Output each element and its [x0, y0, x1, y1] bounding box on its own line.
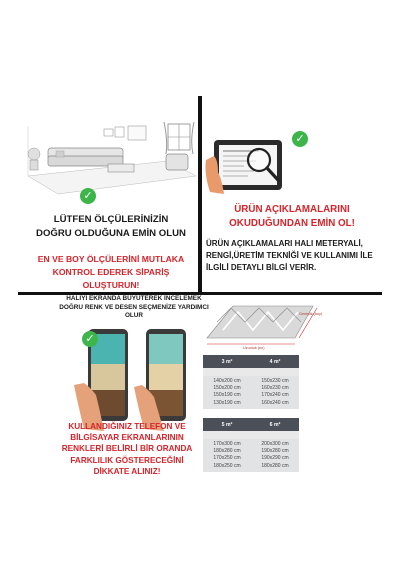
panel1-warning: EN VE BOY ÖLÇÜLERİNİ MUTLAKA KONTROL EDEREK SİPARİŞ OLUŞTURUN! [37, 254, 185, 290]
panel3-heading: HALIYI EKRANDA BÜYÜTEREK İNCELEMEK DOĞRU RENK VE DESEN SEÇMENİZE YARDIMCI OLUR [59, 295, 209, 320]
table-cell: 150x230 cm 160x230 cm 170x240 cm 160x240 cm [251, 376, 299, 409]
table-header: 4 m² [251, 355, 299, 368]
table-header: 5 m² [203, 418, 251, 431]
width-label: Genişlik (boy) [299, 312, 323, 316]
carpet-dimensions-illustration [203, 300, 327, 350]
table-cell: 140x200 cm 150x200 cm 150x190 cm 130x190 cm [203, 376, 251, 409]
table-cell: 170x300 cm 180x280 cm 170x250 cm 180x250 cm [203, 439, 251, 472]
check-icon: ✓ [292, 131, 308, 147]
panel-read-description [202, 96, 382, 292]
panel1-heading: LÜTFEN ÖLÇÜLERİNİZİN DOĞRU OLDUĞUNA EMİN OLUN [36, 214, 186, 239]
table-header: 3 m² [203, 355, 251, 368]
size-table-small [203, 355, 299, 409]
panel3-warning: KULLANDIĞINIZ TELEFON VE BİLGİSAYAR EKRANLARININ RENKLERİ BELİRLİ BİR ORANDA FARKLILIK GÖSTERECEĞİNİ DİKKATE ALINIZ! [61, 422, 193, 476]
tablet-magnifier-illustration [204, 100, 314, 196]
panel2-body: ÜRÜN AÇIKLAMALARI HALI METERYALİ, RENGİ,ÜRETİM TEKNİĞİ VE KULLANIMI İLE İLGİLİ DETAYLI BİLGİ VERİR. [206, 239, 373, 272]
size-table-large [203, 418, 299, 472]
table-header: 6 m² [251, 418, 299, 431]
panel2-heading: ÜRÜN AÇIKLAMALARINI OKUDUĞUNDAN EMİN OL! [229, 204, 355, 229]
check-icon: ✓ [82, 331, 98, 347]
living-room-illustration [18, 96, 198, 196]
panel-measure-room [18, 96, 198, 292]
table-cell: 200x300 cm 190x280 cm 190x290 cm 180x280 cm [251, 439, 299, 472]
check-icon: ✓ [80, 188, 96, 204]
length-label: Uzunluk (en) [243, 346, 265, 350]
